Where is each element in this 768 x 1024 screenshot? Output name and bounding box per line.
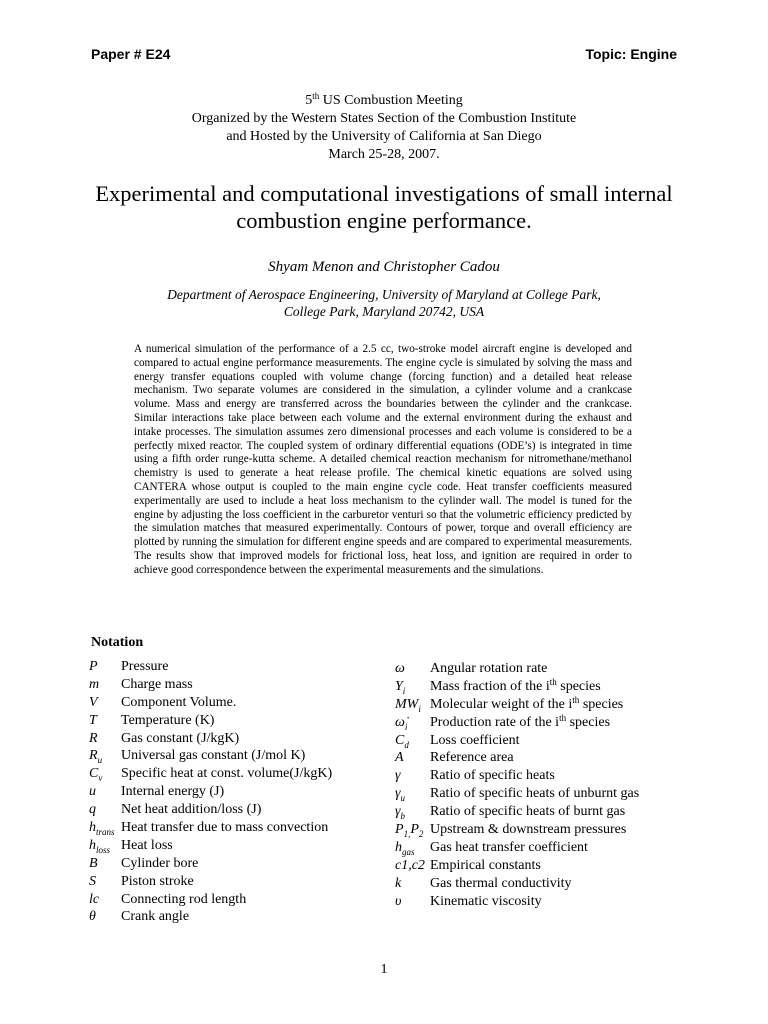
- notation-row: [89, 731, 389, 749]
- meeting-host: and Hosted by the University of California at San Diego: [226, 129, 542, 144]
- meeting-name: US Combustion Meeting: [319, 93, 463, 108]
- description-text: Molecular weight of the i: [430, 696, 573, 712]
- notation-symbol: [395, 822, 430, 839]
- notation-row: [395, 661, 695, 679]
- notation-symbol: [89, 713, 121, 729]
- description-text: Upstream & downstream pressures: [430, 822, 627, 838]
- symbol-base: P: [89, 659, 98, 674]
- description-text: Cylinder bore: [121, 855, 199, 871]
- notation-symbol: [89, 766, 121, 783]
- notation-row: [89, 820, 389, 838]
- symbol-subscript: gas: [402, 846, 415, 857]
- symbol-base: m: [89, 676, 100, 692]
- notation-row: [395, 876, 695, 894]
- notation-row: [395, 786, 695, 804]
- symbol-base: h: [395, 839, 402, 855]
- description-text: Internal energy (J): [121, 784, 225, 800]
- notation-row: [89, 713, 389, 731]
- notation-description: [430, 676, 601, 695]
- description-tail: species: [566, 714, 611, 730]
- description-text: Loss coefficient: [430, 732, 520, 748]
- symbol-base: C: [89, 766, 99, 782]
- notation-symbol: [395, 876, 430, 892]
- notation-symbol: [89, 856, 121, 872]
- symbol-subscript: u: [97, 755, 103, 766]
- notation-row: [89, 766, 389, 784]
- description-text: Ratio of specific heats of unburnt gas: [430, 786, 640, 802]
- description-text: Heat loss: [121, 837, 173, 853]
- notation-row: [395, 712, 695, 733]
- notation-description: [430, 733, 520, 749]
- title-line-1: Experimental and computational investigations of small internal: [95, 181, 673, 206]
- symbol-subscript: loss: [96, 844, 111, 855]
- symbol-base: γ: [395, 804, 401, 820]
- description-text: Angular rotation rate: [430, 661, 548, 676]
- symbol-base: V: [89, 694, 98, 710]
- notation-row: [395, 733, 695, 751]
- notation-row: [89, 659, 389, 677]
- notation-row: [89, 838, 389, 856]
- notation-row: [89, 695, 389, 713]
- symbol-base: T: [89, 712, 97, 728]
- description-text: Production rate of the i: [430, 714, 560, 730]
- notation-row: [89, 784, 389, 802]
- notation-description: [121, 784, 224, 800]
- notation-symbol: [395, 768, 430, 784]
- paper-number: Paper # E24: [91, 46, 171, 62]
- notation-symbol: [395, 858, 430, 874]
- notation-description: [430, 804, 625, 820]
- notation-description: [121, 820, 328, 836]
- notation-symbol: [89, 731, 121, 747]
- notation-symbol: [89, 748, 121, 765]
- description-text: Ratio of specific heats: [430, 768, 555, 784]
- notation-symbol: [89, 802, 121, 818]
- notation-symbol: [395, 804, 430, 821]
- notation-row: [89, 909, 389, 927]
- notation-row: [89, 677, 389, 695]
- symbol-base: γ: [395, 786, 401, 802]
- description-text: Reference area: [430, 750, 514, 766]
- symbol-base: P: [395, 822, 404, 838]
- notation-description: [121, 731, 239, 747]
- symbol-base: S: [89, 873, 96, 889]
- notation-left-column: [89, 659, 389, 927]
- description-text: Universal gas constant (J/mol K): [121, 748, 306, 764]
- description-text: Mass fraction of the i: [430, 678, 550, 694]
- description-text: Net heat addition/loss (J): [121, 802, 262, 818]
- notation-row: [395, 894, 695, 912]
- notation-symbol: [395, 733, 430, 750]
- description-tail: species: [579, 696, 624, 712]
- notation-symbol: [89, 909, 121, 925]
- notation-symbol: [395, 661, 430, 677]
- notation-description: [121, 695, 236, 711]
- description-text: Heat transfer due to mass convection: [121, 820, 329, 836]
- notation-row: [395, 822, 695, 840]
- symbol-base: A: [395, 750, 404, 766]
- symbol-base: R: [89, 730, 98, 746]
- notation-description: [121, 909, 189, 925]
- symbol-base: ω̇: [395, 714, 405, 730]
- notation-symbol: [395, 786, 430, 803]
- symbol-subscript: 2: [418, 828, 424, 839]
- notation-description: [121, 892, 246, 908]
- notation-description: [121, 713, 214, 729]
- notation-symbol: [89, 892, 121, 908]
- description-text: Piston stroke: [121, 873, 194, 889]
- notation-heading: Notation: [91, 635, 144, 650]
- notation-symbol: [89, 695, 121, 711]
- notation-description: [121, 802, 261, 818]
- symbol-base: R: [89, 748, 98, 764]
- notation-symbol: [89, 784, 121, 800]
- symbol-subscript: u: [400, 793, 406, 804]
- notation-description: [430, 750, 514, 766]
- symbol-base: γ: [395, 768, 401, 784]
- notation-symbol: [89, 874, 121, 890]
- notation-symbol: [89, 677, 121, 693]
- symbol-subscript: trans: [96, 826, 115, 837]
- symbol-base: MW: [395, 696, 419, 712]
- notation-row: [89, 892, 389, 910]
- title-line-2: combustion engine performance.: [236, 208, 532, 233]
- description-text: Gas heat transfer coefficient: [430, 839, 588, 855]
- symbol-base: C: [395, 732, 405, 748]
- symbol-subscript: v: [98, 773, 103, 784]
- notation-description: [430, 694, 624, 713]
- symbol-subscript: i: [418, 703, 421, 714]
- notation-description: [121, 748, 305, 764]
- meeting-line-1: [0, 92, 768, 110]
- notation-symbol: [89, 820, 121, 837]
- notation-right-column: [395, 661, 695, 911]
- notation-symbol: [395, 679, 430, 696]
- description-superscript: th: [549, 676, 557, 687]
- notation-symbol: [395, 750, 430, 766]
- notation-description: [430, 786, 639, 802]
- symbol-subscript: i: [402, 685, 406, 696]
- paper-title: [80, 180, 688, 234]
- notation-description: [430, 894, 542, 910]
- page-number: 1: [380, 962, 388, 977]
- notation-symbol: [89, 659, 121, 675]
- symbol-base: B: [89, 855, 98, 871]
- abstract: A numerical simulation of the performance of a 2.5 cc, two-stroke model aircraft engine is developed and compared to actual engine performance measurements. The engine cycle is simulated by solving the mass and energy transfer equations coupled with volume change (forcing function) and a detailed heat release mechanism. Two separate volumes are considered in the simulation, a cylinder volume and a crankcase volume. Mass and energy are transferred across the boundaries between the cylinder and the crankcase. Similar interactions take place between each volume and the external environment during the exhaust and intake processes. The simulation assumes zero dimensional processes and each volume is considered to be a perfectly mixed reactor. The coupled system of ordinary differential equations (ODE’s) is integrated in time using a fifth order runge-kutta scheme. A detailed chemical reaction mechanism for nitromethane/methanol chemistry is used to generate a heat release profile. The chemical kinetic equations are solved using CANTERA whose output is coupled to the main engine cycle code. Heat transfer coefficients measured experimentally are used to include a heat loss mechanism to the cylinder wall. The model is tuned for the engine by adjusting the loss coefficient in the carburetor venturi so that the volumetric efficiency predicted by the simulation matches that measured experimentally. Contours of power, torque and overall efficiency are plotted by running the simulation for different engine speeds and are compared to experimental measurements. The results show that improved models for frictional loss, heat loss, and ignition are required in order to achieve good correspondence between the experimental measurements and the simulations.: [134, 343, 632, 576]
- symbol-base: θ: [89, 909, 96, 925]
- notation-description: [121, 874, 194, 890]
- notation-description: [430, 712, 611, 731]
- description-text: Pressure: [121, 659, 169, 674]
- affiliation-line-2: College Park, Maryland 20742, USA: [283, 304, 485, 319]
- meeting-info: [0, 92, 768, 164]
- notation-description: [121, 766, 332, 782]
- affiliation-line-1: Department of Aerospace Engineering, University of Maryland at College Park,: [167, 287, 601, 302]
- notation-description: [430, 822, 626, 838]
- notation-description: [430, 768, 555, 784]
- notation-row: [395, 804, 695, 822]
- notation-description: [121, 659, 168, 675]
- symbol-base: c1,c2: [395, 857, 425, 873]
- notation-description: [121, 838, 173, 854]
- description-text: Specific heat at const. volume(J/kgK): [121, 766, 333, 782]
- notation-row: [89, 856, 389, 874]
- description-superscript: th: [559, 712, 567, 723]
- description-text: Empirical constants: [430, 857, 541, 873]
- description-text: Charge mass: [121, 676, 193, 692]
- symbol-base: u: [89, 784, 96, 800]
- affiliation: [0, 286, 768, 320]
- notation-row: [89, 874, 389, 892]
- notation-row: [395, 858, 695, 876]
- symbol-base: h: [89, 820, 96, 836]
- notation-description: [430, 858, 541, 874]
- notation-description: [121, 677, 193, 693]
- notation-description: [430, 876, 572, 892]
- description-text: Gas constant (J/kgK): [121, 730, 240, 746]
- notation-row: [395, 676, 695, 697]
- symbol-base: ω: [395, 661, 405, 676]
- notation-symbol: [395, 697, 430, 714]
- notation-description: [430, 840, 588, 856]
- meeting-date: March 25-28, 2007.: [328, 147, 440, 162]
- symbol-base: lc: [89, 891, 100, 907]
- symbol-base: q: [89, 802, 96, 818]
- notation-row: [89, 802, 389, 820]
- description-tail: species: [556, 678, 601, 694]
- notation-symbol: [395, 715, 430, 732]
- description-text: Gas thermal conductivity: [430, 875, 572, 891]
- symbol-subscript: i: [404, 721, 408, 732]
- description-text: Kinematic viscosity: [430, 893, 542, 909]
- notation-row: [395, 750, 695, 768]
- notation-symbol: [89, 838, 121, 855]
- meeting-ordinal-suffix: th: [312, 91, 320, 101]
- symbol-base: P: [410, 822, 419, 838]
- notation-row: [395, 840, 695, 858]
- notation-description: [121, 856, 198, 872]
- notation-row: [395, 694, 695, 715]
- symbol-base: k: [395, 875, 402, 891]
- symbol-base: Y: [395, 678, 403, 694]
- notation-symbol: [395, 894, 430, 910]
- description-text: Temperature (K): [121, 712, 215, 728]
- symbol-subscript: 1,: [403, 828, 411, 839]
- meeting-ordinal: 5: [305, 93, 313, 108]
- topic-label: Topic: Engine: [585, 46, 677, 62]
- description-superscript: th: [572, 694, 580, 705]
- description-text: Ratio of specific heats of burnt gas: [430, 804, 626, 820]
- meeting-organizer: Organized by the Western States Section of the Combustion Institute: [191, 111, 577, 126]
- notation-row: [89, 748, 389, 766]
- notation-row: [395, 768, 695, 786]
- notation-description: [430, 661, 547, 677]
- symbol-base: h: [89, 837, 96, 853]
- symbol-subscript: b: [400, 810, 406, 821]
- notation-symbol: [395, 840, 430, 857]
- symbol-subscript: d: [404, 739, 409, 750]
- description-text: Component Volume.: [121, 694, 237, 710]
- description-text: Connecting rod length: [121, 891, 247, 907]
- description-text: Crank angle: [121, 909, 190, 925]
- symbol-base: υ: [395, 893, 402, 909]
- authors: Shyam Menon and Christopher Cadou: [268, 259, 500, 275]
